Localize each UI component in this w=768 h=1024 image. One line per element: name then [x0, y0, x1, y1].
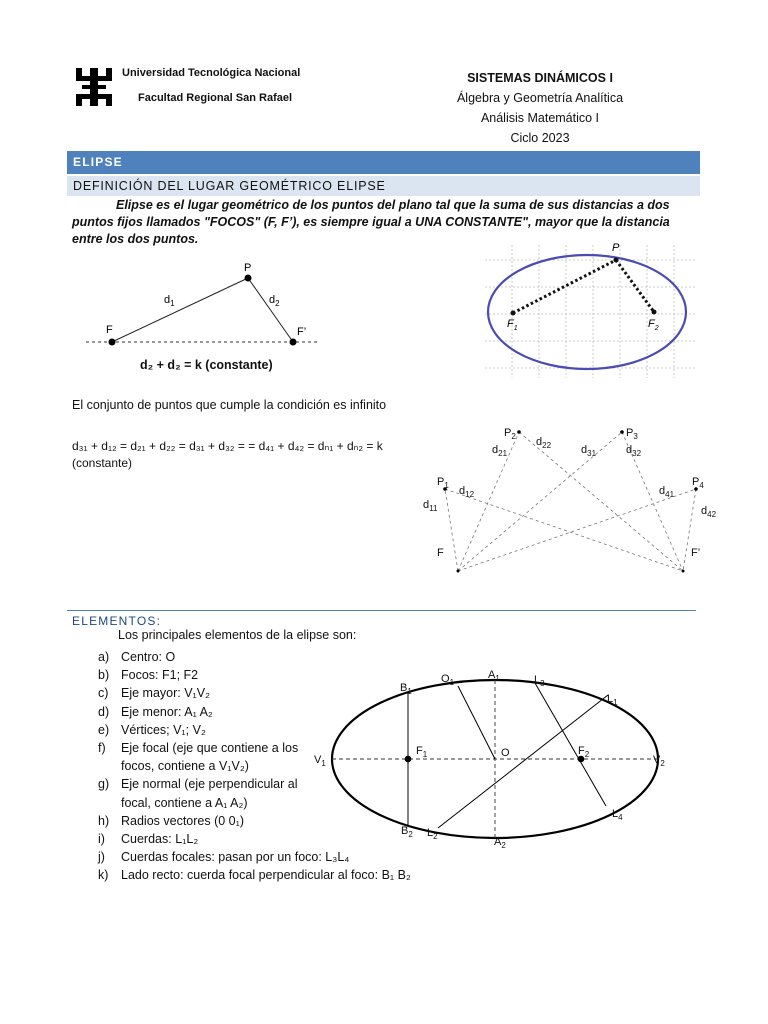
- fig3-label-f: F: [437, 547, 444, 559]
- fig1-label-f2: F’: [297, 326, 307, 338]
- fig3-label-d31: $d_{31}$: [581, 444, 597, 458]
- list-item: g) Eje normal (eje perpendicular al focal, contiene a A₁ A₂): [98, 777, 298, 810]
- fig4-label-l3: $L_3$: [534, 674, 545, 688]
- elements-list: [98, 648, 411, 885]
- definition-body: Elipse es el lugar geométrico de los puntos del plano tal que la suma de sus distancias a dos puntos fijos llamados "FOCOS" (F, F’), es siempre igual a UNA CONSTANTE", mayor que la distancia entre los dos puntos.: [72, 198, 670, 246]
- fig4-label-l2: $L_2$: [427, 827, 438, 841]
- fig3-label-p2: $P_2$: [504, 427, 516, 441]
- ellipse-elements-diagram: [310, 665, 690, 855]
- cycle: Ciclo 2023: [510, 131, 570, 145]
- fig3-label-d21: $d_{21}$: [492, 444, 508, 458]
- list-item: h) Radios vectores (0 0₁): [98, 813, 245, 828]
- fig4-label-b2: $B_2$: [401, 825, 413, 839]
- list-item: c) Eje mayor: V₁V₂: [98, 686, 210, 701]
- subject-2: Análisis Matemático I: [480, 111, 600, 125]
- ellipse-grid-diagram: [480, 240, 700, 380]
- fig2-label-f1: $F_1$: [507, 318, 518, 332]
- sum-equalities-formula: d₃₁ + d₁₂ = d₂₁ + d₂₂ = d₃₁ + d₃₂ = = d₄₁ + d₄₂ = dₙ₁ + dₙ₂ = k (constante): [72, 439, 383, 470]
- multiple-points-diagram: [415, 420, 725, 580]
- fig4-label-a1: $A_1$: [488, 669, 500, 683]
- header-institution: [122, 68, 300, 118]
- elements-intro: Los principales elementos de la elipse son:: [118, 628, 357, 642]
- fig4-label-v2: $V_2$: [653, 754, 665, 768]
- fig3-label-p4: $P_4$: [692, 476, 704, 490]
- university-name: Universidad Tecnológica Nacional: [122, 67, 301, 79]
- header-course: [420, 68, 660, 148]
- list-item: i) Cuerdas: L₁L₂: [98, 832, 199, 847]
- fig3-label-p3: $P_3$: [626, 427, 638, 441]
- section-title: ELIPSE: [67, 151, 700, 174]
- fig3-label-d41: $d_{41}$: [659, 485, 675, 499]
- sum-constant-formula: d₂ + d₂ = k (constante): [140, 358, 273, 372]
- elements-title: ELEMENTOS:: [67, 610, 696, 628]
- fig4-label-l1: $L_1$: [607, 693, 618, 707]
- fig4-label-l4: $L_4$: [612, 808, 623, 822]
- fig3-label-d11: $d_{11}$: [423, 499, 438, 513]
- list-item: j) Cuerdas focales: pasan por un foco: L₃L₄: [98, 850, 350, 865]
- list-item: e) Vértices; V₁; V₂: [98, 722, 206, 737]
- infinite-points-text: El conjunto de puntos que cumple la condición es infinito: [72, 398, 387, 412]
- list-item: b) Focos: F1; F2: [98, 668, 199, 683]
- fig1-label-d1: $d_1$: [164, 294, 175, 308]
- fig1-label-f: F: [106, 324, 113, 336]
- fig2-label-f2: $F_2$: [648, 318, 659, 332]
- list-item: a) Centro: O: [98, 650, 176, 664]
- subsection-title: DEFINICIÓN DEL LUGAR GEOMÉTRICO ELIPSE: [67, 176, 700, 196]
- fig3-label-d12: $d_{12}$: [459, 485, 475, 499]
- fig3-label-d32: $d_{32}$: [626, 444, 642, 458]
- utn-logo: [76, 68, 112, 106]
- list-item: f) Eje focal (eje que contiene a los focos, contiene a V₁V₂): [98, 741, 299, 774]
- course-title: SISTEMAS DINÁMICOS I: [467, 71, 613, 85]
- fig4-label-v1: $V_1$: [314, 754, 326, 768]
- triangle-diagram: [80, 255, 330, 355]
- fig4-label-o: O: [501, 747, 510, 759]
- fig3-label-d22: $d_{22}$: [536, 436, 552, 450]
- list-item: d) Eje menor: A₁ A₂: [98, 704, 213, 719]
- fig4-label-f2: $F_2$: [578, 745, 590, 759]
- fig3-label-p1: $P_1$: [437, 476, 449, 490]
- fig4-label-o1: $O_1$: [441, 673, 455, 687]
- fig3-label-f2: F’: [691, 547, 701, 559]
- list-item: k) Lado recto: cuerda focal perpendicular al foco: B₁ B₂: [98, 868, 411, 883]
- subject-1: Álgebra y Geometría Analítica: [456, 91, 624, 105]
- fig4-label-f1: $F_1$: [416, 745, 428, 759]
- fig3-label-d42: $d_{42}$: [701, 505, 717, 519]
- fig1-label-p: P: [244, 262, 252, 274]
- faculty-name: Facultad Regional San Rafael: [138, 92, 293, 104]
- fig4-label-b1: $B_1$: [400, 682, 412, 696]
- fig2-label-p: P: [612, 242, 620, 254]
- fig1-label-d2: $d_2$: [269, 294, 280, 308]
- fig4-label-a2: $A_2$: [494, 836, 506, 850]
